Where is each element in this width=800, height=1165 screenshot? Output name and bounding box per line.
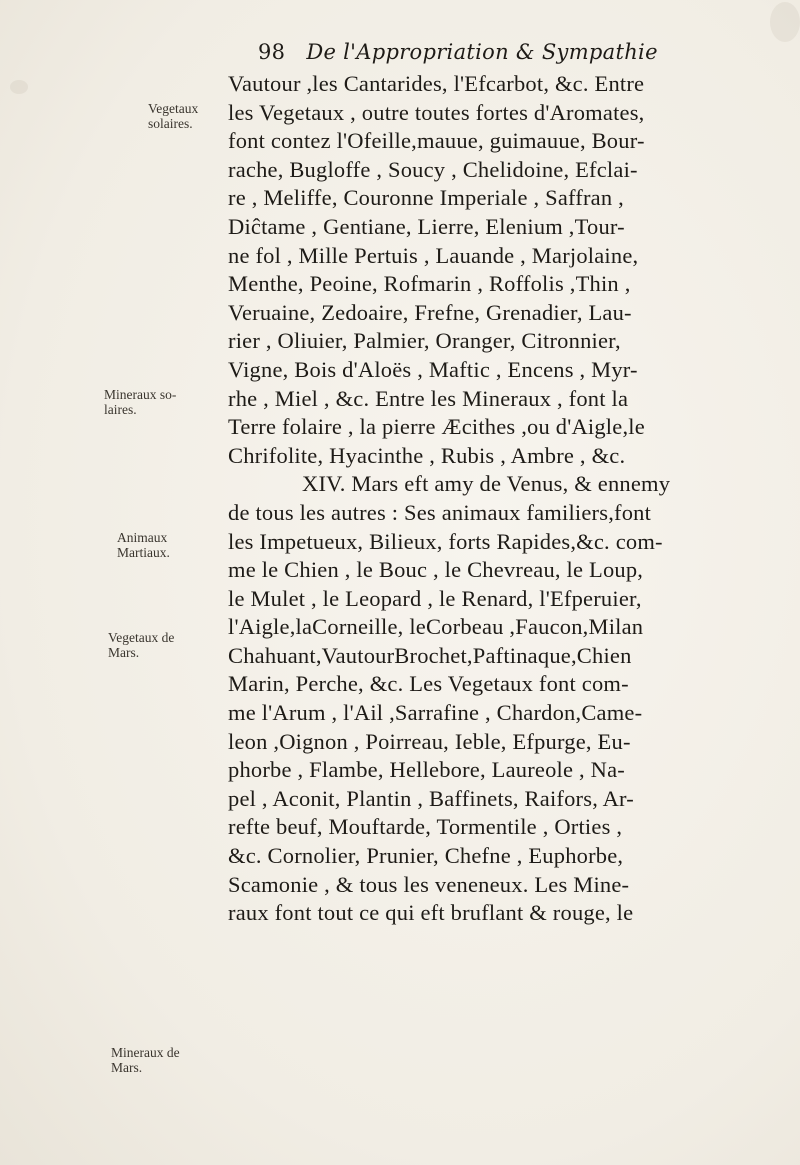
text-line: Chrifolite, Hyacinthe , Rubis , Ambre , &c. <box>228 442 626 468</box>
margin-note-vegetaux-mars: Vegetaux de Mars. <box>108 630 175 660</box>
text-line: Scamonie , & tous les veneneux. Les Mine- <box>228 871 630 897</box>
text-line: Chahuant,VautourBrochet,Paftinaque,Chien <box>228 642 632 668</box>
text-line: phorbe , Flambe, Hellebore, Laureole , Na- <box>228 757 625 783</box>
text-line: rier , Oliuier, Palmier, Oranger, Citronnier, <box>228 328 621 354</box>
page-number: 98 <box>258 40 286 64</box>
text-line: &c. Cornolier, Prunier, Chefne , Euphorbe, <box>228 843 624 869</box>
text-line: Terre folaire , la pierre Æcithes ,ou d'Aigle,le <box>228 414 645 440</box>
text-line: les Impetueux, Bilieux, forts Rapides,&c. com- <box>228 528 663 554</box>
text-line: Menthe, Peoine, Rofmarin , Roffolis ,Thin , <box>228 271 631 297</box>
text-line: l'Aigle,laCorneille, leCorbeau ,Faucon,Milan <box>228 614 644 640</box>
margin-note-animaux-martiaux: Animaux Martiaux. <box>117 530 170 560</box>
margin-note-vegetaux-solaires: Vegetaux solaires. <box>148 101 199 131</box>
margin-note-mineraux-mars: Mineraux de Mars. <box>111 1045 180 1075</box>
text-line: Diĉtame , Gentiane, Lierre, Elenium ,Tour- <box>228 213 625 239</box>
text-line: le Mulet , le Leopard , le Renard, l'Efperuier, <box>228 585 642 611</box>
text-line: rache, Bugloffe , Soucy , Chelidoine, Efclai- <box>228 156 638 182</box>
running-header <box>258 40 718 64</box>
text-line: de tous les autres : Ses animaux familiers,font <box>228 499 652 525</box>
paper-stain <box>770 2 800 42</box>
margin-note-mineraux-solaires: Mineraux so- laires. <box>104 387 177 417</box>
text-line: font contez l'Ofeille,mauue, guimauue, Bour- <box>228 128 645 154</box>
paper-stain <box>10 80 28 94</box>
body-text <box>228 70 784 928</box>
running-title: De l'Appropriation & Sympathie <box>306 40 658 64</box>
text-line: raux font tout ce qui eft bruflant & rouge, le <box>228 900 634 926</box>
text-line: me le Chien , le Bouc , le Chevreau, le Loup, <box>228 557 644 583</box>
text-line: re , Meliffe, Couronne Imperiale , Saffran , <box>228 185 624 211</box>
text-line: me l'Arum , l'Ail ,Sarrafine , Chardon,Came- <box>228 700 643 726</box>
text-line: les Vegetaux , outre toutes fortes d'Aromates, <box>228 99 645 125</box>
text-line: XIV. Mars eft amy de Venus, & ennemy <box>302 471 671 497</box>
text-line: Veruaine, Zedoaire, Frefne, Grenadier, Lau- <box>228 299 632 325</box>
text-line: pel , Aconit, Plantin , Baffinets, Raifors, Ar- <box>228 785 634 811</box>
text-line: refte beuf, Mouftarde, Tormentile , Orties , <box>228 814 623 840</box>
text-line: ne fol , Mille Pertuis , Lauande , Marjolaine, <box>228 242 639 268</box>
text-line: rhe , Miel , &c. Entre les Mineraux , font la <box>228 385 629 411</box>
text-line: Vigne, Bois d'Aloës , Maftic , Encens , Myr- <box>228 356 638 382</box>
text-line: Vautour ,les Cantarides, l'Efcarbot, &c. Entre <box>228 71 645 96</box>
text-line: leon ,Oignon , Poirreau, Ieble, Efpurge, Eu- <box>228 728 631 754</box>
text-line: Marin, Perche, &c. Les Vegetaux font com- <box>228 671 629 697</box>
